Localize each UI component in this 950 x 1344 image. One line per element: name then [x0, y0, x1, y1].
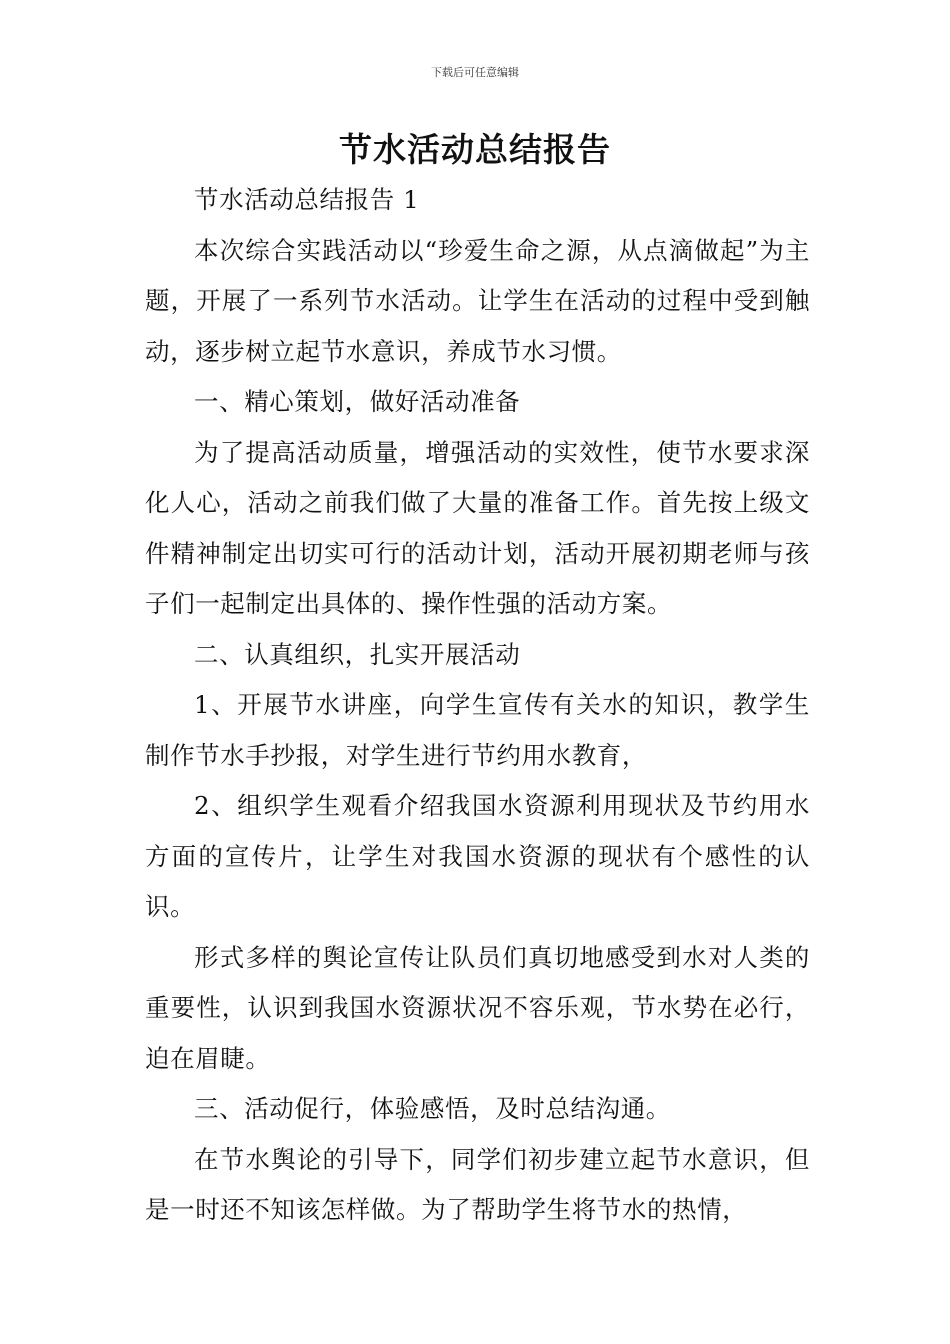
section-3-paragraph: 在节水舆论的引导下，同学们初步建立起节水意识，但是一时还不知该怎样做。为了帮助学生将节水的热情，	[145, 1144, 810, 1224]
section-1-paragraph: 为了提高活动质量，增强活动的实效性，使节水要求深化人心，活动之前我们做了大量的准备工作。首先按上级文件精神制定出切实可行的活动计划，活动开展初期老师与孩子们一起制定出具体的、操作性强的活动方案。	[145, 437, 810, 618]
intro-paragraph: 本次综合实践活动以“珍爱生命之源，从点滴做起”为主题，开展了一系列节水活动。让学生在活动的过程中受到触动，逐步树立起节水意识，养成节水习惯。	[145, 235, 810, 366]
section-heading-3: 三、活动促行，体验感悟，及时总结沟通。	[194, 1094, 671, 1123]
list-item-2: 2、组织学生观看介绍我国水资源利用现状及节约用水方面的宣传片，让学生对我国水资源的现状有个感性的认识。	[145, 791, 810, 921]
list-item-1: 1、开展节水讲座，向学生宣传有关水的知识，教学生制作节水手抄报，对学生进行节约用水教育，	[145, 690, 810, 770]
document-title: 节水活动总结报告	[339, 130, 611, 169]
section-heading-2: 二、认真组织，扎实开展活动	[194, 639, 521, 669]
document-body	[145, 175, 810, 1236]
subtitle-paragraph: 节水活动总结报告 1	[194, 185, 420, 214]
summary-paragraph: 形式多样的舆论宣传让队员们真切地感受到水对人类的重要性，认识到我国水资源状况不容乐观，节水势在必行，迫在眉睫。	[145, 942, 810, 1073]
section-heading-1: 一、精心策划，做好活动准备	[194, 387, 521, 416]
header-note: 下载后可任意编辑	[431, 66, 519, 79]
